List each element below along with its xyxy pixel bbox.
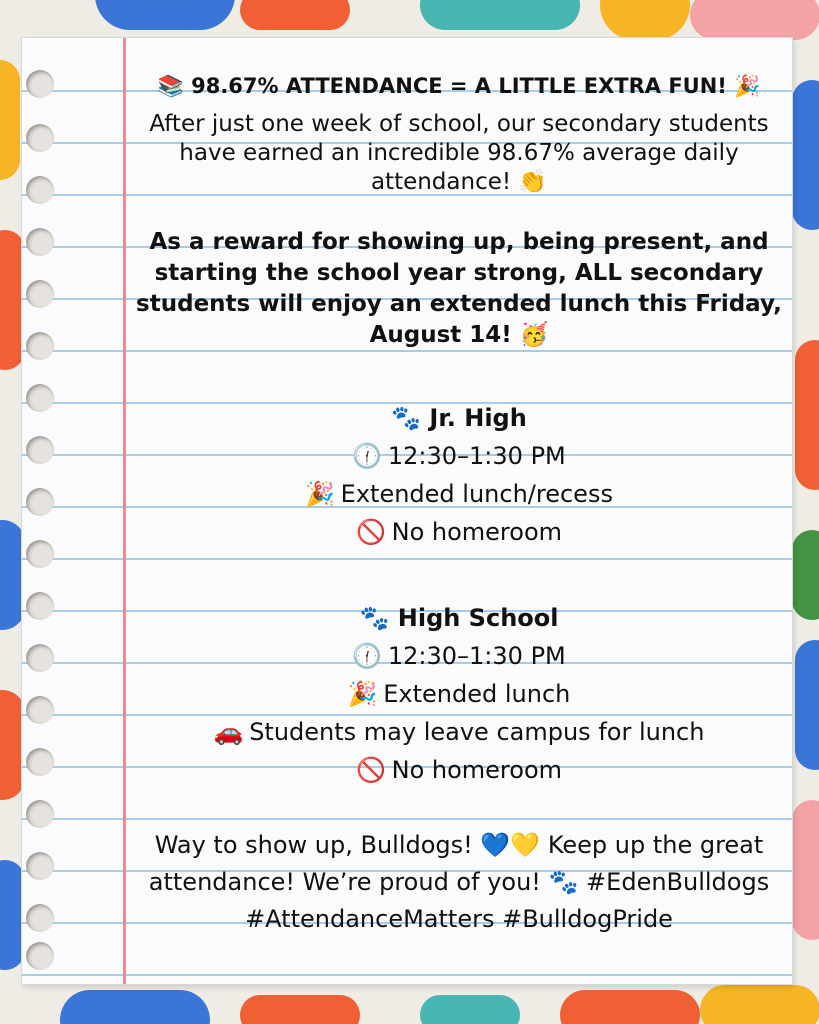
books-icon: 📚 [157, 74, 184, 98]
headline [130, 66, 788, 106]
section-title-text: Jr. High [429, 404, 527, 432]
binder-hole [26, 904, 54, 932]
schedule-line [130, 751, 788, 789]
closing-paragraph: Way to show up, Bulldogs! 💙💛 Keep up the great attendance! We’re proud of you! 🐾 #EdenBulldogs #AttendanceMatters #BulldogPride [148, 831, 770, 933]
section-title-text: High School [397, 604, 559, 632]
schedule-line [130, 637, 788, 675]
binder-hole [26, 852, 54, 880]
line-text: Extended lunch/recess [340, 480, 613, 508]
prohibited-icon: 🚫 [355, 518, 386, 546]
binder-hole [26, 124, 54, 152]
margin-line [123, 38, 126, 984]
party-popper-icon: 🎉 [305, 480, 335, 508]
binder-hole [26, 942, 54, 970]
binder-hole [26, 540, 54, 568]
reward-paragraph: As a reward for showing up, being present, and starting the school year strong, ALL secondary students will enjoy an extended lunch this Friday, August 14! 🥳 [136, 229, 782, 348]
binder-hole [26, 280, 54, 308]
binder-hole [26, 436, 54, 464]
binder-hole [26, 384, 54, 412]
prohibited-icon: 🚫 [355, 756, 386, 784]
schedule-line [130, 513, 788, 551]
binder-hole [26, 70, 54, 98]
paw-icon: 🐾 [359, 604, 390, 632]
headline-text: 98.67% ATTENDANCE = A LITTLE EXTRA FUN! [191, 74, 727, 98]
time-text: 12:30–1:30 PM [387, 442, 566, 470]
section-title [130, 399, 788, 437]
intro-paragraph: After just one week of school, our secondary students have earned an incredible 98.67% average daily attendance! 👏 [149, 111, 769, 195]
binder-hole [26, 176, 54, 204]
binder-hole [26, 800, 54, 828]
binder-hole [26, 748, 54, 776]
line-text: Students may leave campus for lunch [249, 718, 705, 746]
binder-hole [26, 696, 54, 724]
schedule-line [130, 437, 788, 475]
party-popper-icon: 🎉 [734, 74, 761, 98]
schedule-line [130, 713, 788, 751]
binder-hole [26, 228, 54, 256]
binder-hole [26, 644, 54, 672]
notebook-paper [22, 38, 792, 984]
high-school-section [130, 599, 788, 789]
binder-hole [26, 488, 54, 516]
time-text: 12:30–1:30 PM [387, 642, 566, 670]
schedule-line [130, 675, 788, 713]
car-icon: 🚗 [213, 718, 244, 746]
binder-hole [26, 332, 54, 360]
line-text: No homeroom [391, 518, 563, 546]
section-title [130, 599, 788, 637]
line-text: No homeroom [391, 756, 563, 784]
clock-icon: 🕧 [352, 442, 383, 470]
jr-high-section [130, 399, 788, 551]
party-popper-icon: 🎉 [347, 680, 378, 708]
line-text: Extended lunch [383, 680, 571, 708]
announcement-content [130, 66, 788, 938]
binder-hole [26, 592, 54, 620]
paw-icon: 🐾 [391, 404, 422, 432]
clock-icon: 🕧 [352, 642, 383, 670]
schedule-line [130, 475, 788, 513]
